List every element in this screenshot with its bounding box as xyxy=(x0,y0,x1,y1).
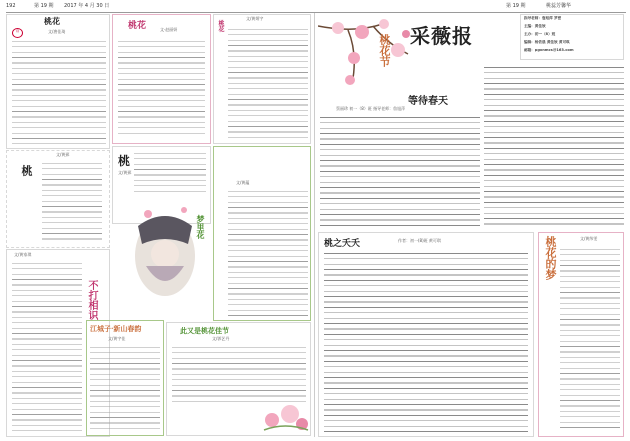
article-title: 等待春天 xyxy=(408,96,448,107)
right-page-title: 桃蕊芳馨华 xyxy=(546,3,572,9)
poem-body xyxy=(560,246,620,432)
flower-decoration-icon xyxy=(260,400,310,434)
poem-body xyxy=(42,160,102,244)
article-title-vertical: 桃花 xyxy=(217,20,224,32)
editor-line: 主办：初一（8）班 xyxy=(524,32,556,36)
article-title: 桃花 xyxy=(128,21,147,31)
article-body xyxy=(12,38,106,144)
article-author: 文/黄炳宇 xyxy=(246,16,264,21)
page-number: 192 xyxy=(6,3,16,9)
masthead-vertical-art: 桃花节 xyxy=(378,34,391,67)
masthead-blossom-image xyxy=(318,14,418,104)
article-author: 文/黄宇佳 xyxy=(108,336,126,341)
article-title-vertical: 不打相识 xyxy=(86,280,97,320)
article-author: 文/黄家琪 xyxy=(14,252,32,257)
article-title: 江城子·新山春韵 xyxy=(90,324,142,333)
poem-body xyxy=(90,344,160,432)
issue-number: 第 19 期 xyxy=(34,3,54,9)
editor-line: 指导老师：詹旭萍 罗密 xyxy=(524,16,562,20)
issue-date: 2017 年 4 月 30 日 xyxy=(64,3,110,9)
article-author: 文/郭艺丹 xyxy=(212,336,230,341)
right-issue: 第 19 期 xyxy=(506,3,526,9)
seal-icon: 诗 xyxy=(12,28,23,38)
article-body xyxy=(324,250,528,432)
article-body-continued xyxy=(484,64,624,228)
article-body xyxy=(320,114,480,230)
article-author: 蔡丽珍 初一（8）班 指导老师：詹旭萍 xyxy=(336,106,406,111)
article-body xyxy=(172,344,306,404)
masthead-title: 采薇报 xyxy=(410,24,473,48)
page-fold xyxy=(314,13,315,437)
poem-body xyxy=(134,150,206,194)
article-title-vertical: 梦里花 xyxy=(196,215,206,239)
article-author: 文·赵丽妍 xyxy=(160,27,178,32)
article-body xyxy=(228,188,308,316)
ink-painting-image xyxy=(128,196,202,302)
article-title: 桃花 xyxy=(44,16,60,26)
article-author: 文/黄郅 xyxy=(56,152,70,157)
article-body xyxy=(12,260,82,432)
article-author: 文/黄蕴 xyxy=(236,180,250,185)
editor-line: 编辑：杨依晨 黄佳欣 黄可琪 xyxy=(524,40,570,44)
editor-line: 邮箱：pgxnmcs@163.com xyxy=(524,48,574,52)
article-author: 文/黄郅 xyxy=(118,170,132,175)
poem-body xyxy=(118,38,205,138)
article-title: 桃之夭夭 xyxy=(324,239,361,249)
article-title: 桃 xyxy=(118,154,131,168)
article-author: 文/黄纬雯 xyxy=(580,236,598,241)
poem-body xyxy=(228,26,308,138)
article-title-vertical: 桃花的梦 xyxy=(544,236,557,280)
editor-line: 主编：黄佳欣 xyxy=(524,24,546,28)
article-title-vertical: 桃 xyxy=(20,165,33,176)
article-title: 此又是桃花佳节 xyxy=(180,326,229,335)
article-author: 作者：初一(8)班 黄可琪 xyxy=(398,238,441,243)
article-author: 文/唐佳琦 xyxy=(48,29,66,34)
page-header xyxy=(6,2,626,13)
